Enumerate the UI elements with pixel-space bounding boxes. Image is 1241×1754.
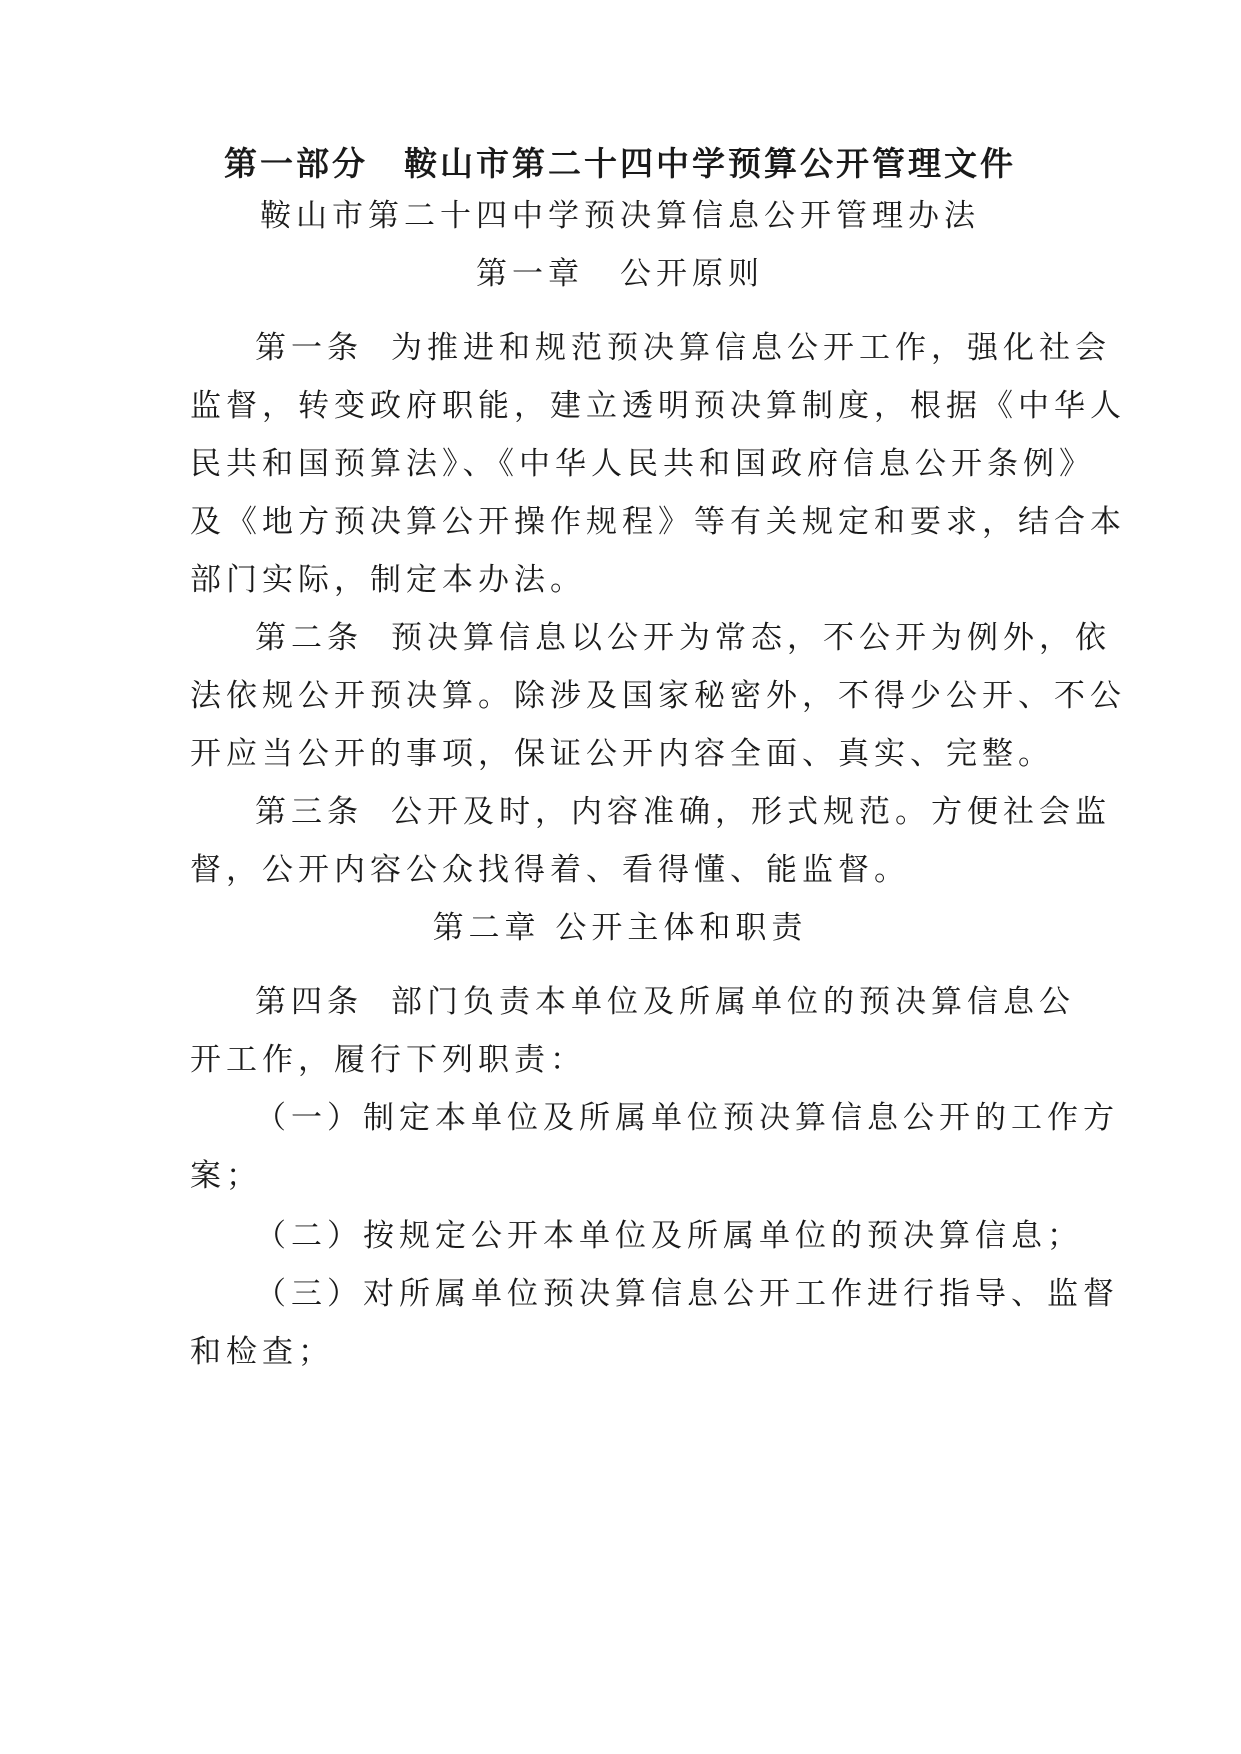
article-1-label: 第一条 — [255, 330, 363, 366]
article-3-first-line — [255, 792, 1111, 832]
article-1-line: 民共和国预算法》、《中华人民共和国政府信息公开条例》 — [190, 446, 1095, 482]
article-3-line: 公开及时，内容准确，形式规范。方便社会监 — [391, 794, 1111, 830]
article-2-label: 第二条 — [255, 620, 363, 656]
article-3-label: 第三条 — [255, 794, 363, 830]
document-title: 鞍山市第二十四中学预决算信息公开管理办法 — [260, 198, 980, 234]
article-1-line: 监督，转变政府职能，建立透明预决算制度，根据《中华人 — [190, 388, 1126, 424]
article-1-first-line — [255, 328, 1111, 368]
article-2-line: 法依规公开预决算。除涉及国家秘密外，不得少公开、不公 — [190, 678, 1126, 714]
article-2-first-line — [255, 618, 1111, 658]
item-3-line: （三）对所属单位预决算信息公开工作进行指导、监督 — [255, 1276, 1119, 1312]
chapter-2-heading: 第二章 公开主体和职责 — [432, 910, 808, 946]
article-4-label: 第四条 — [255, 984, 363, 1020]
article-1-line: 为推进和规范预决算信息公开工作，强化社会 — [391, 330, 1111, 366]
article-4-line: 开工作，履行下列职责： — [190, 1042, 586, 1078]
item-1-line: （一）制定本单位及所属单位预决算信息公开的工作方 — [255, 1100, 1119, 1136]
article-2-line: 预决算信息以公开为常态，不公开为例外，依 — [391, 620, 1111, 656]
item-2-line: （二）按规定公开本单位及所属单位的预决算信息； — [255, 1218, 1083, 1254]
article-4-first-line — [255, 982, 1075, 1022]
article-2-line: 开应当公开的事项，保证公开内容全面、真实、完整。 — [190, 736, 1054, 772]
article-1-line: 部门实际，制定本办法。 — [190, 562, 586, 598]
article-4-line: 部门负责本单位及所属单位的预决算信息公 — [391, 984, 1075, 1020]
item-1-line: 案； — [190, 1158, 262, 1194]
article-1-line: 及《地方预决算公开操作规程》等有关规定和要求，结合本 — [190, 504, 1126, 540]
part-title: 第一部分 鞍山市第二十四中学预算公开管理文件 — [224, 144, 1016, 183]
item-3-line: 和检查； — [190, 1334, 334, 1370]
article-3-line: 督，公开内容公众找得着、看得懂、能监督。 — [190, 852, 910, 888]
chapter-1-heading: 第一章 公开原则 — [476, 256, 764, 292]
